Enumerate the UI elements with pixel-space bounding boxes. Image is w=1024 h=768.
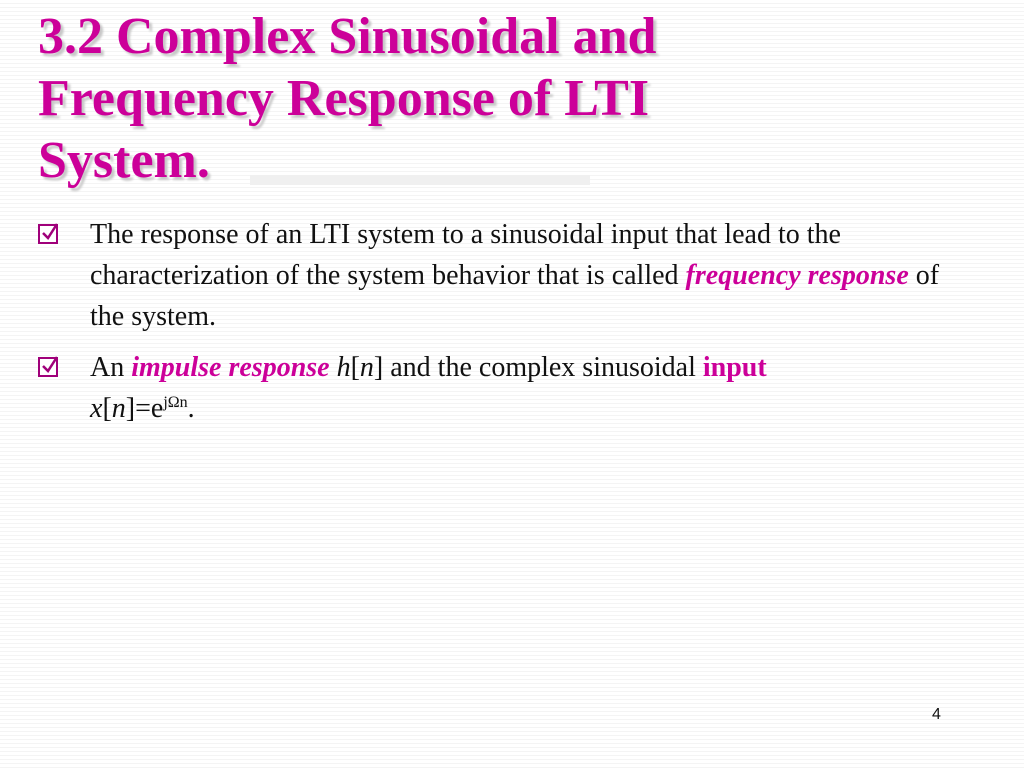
bullet-list — [38, 214, 958, 429]
emphasis-frequency-response: frequency response — [685, 260, 909, 291]
bullet-item — [38, 347, 958, 429]
math-x-of-n — [90, 393, 195, 424]
math-bracket-open: [ — [102, 393, 112, 424]
math-h-symbol: h — [336, 352, 351, 383]
bullet-text: The response of an LTI system to a sinusoidal input that lead to the characterization of the system behavior that is called — [90, 219, 841, 291]
bullet-text-middle: and the complex sinusoidal — [390, 352, 696, 383]
emphasis-input: input — [702, 352, 767, 383]
math-equals-e: ]=e — [125, 393, 164, 424]
math-index-n: n — [111, 393, 126, 424]
checkbox-checked-icon — [38, 224, 58, 244]
bullet-text-end: of the system. — [90, 260, 940, 332]
emphasis-impulse-response: impulse response — [131, 352, 330, 383]
slide-title: 3.2 Complex Sinusoidal and Frequency Response of LTI System. — [38, 8, 657, 189]
checkbox-checked-icon — [38, 357, 58, 377]
bullet-item — [38, 214, 958, 337]
math-index-n: n — [359, 352, 374, 383]
math-bracket-close: ] — [373, 352, 384, 383]
sentence-end: . — [187, 393, 195, 424]
math-exponent: jΩn — [163, 394, 188, 411]
math-bracket-open: [ — [350, 352, 360, 383]
math-x-symbol: x — [90, 393, 103, 424]
page-number: 4 — [932, 706, 941, 723]
title-underline — [250, 175, 590, 185]
bullet-prefix: An — [90, 352, 125, 383]
math-h-of-n — [337, 352, 384, 383]
